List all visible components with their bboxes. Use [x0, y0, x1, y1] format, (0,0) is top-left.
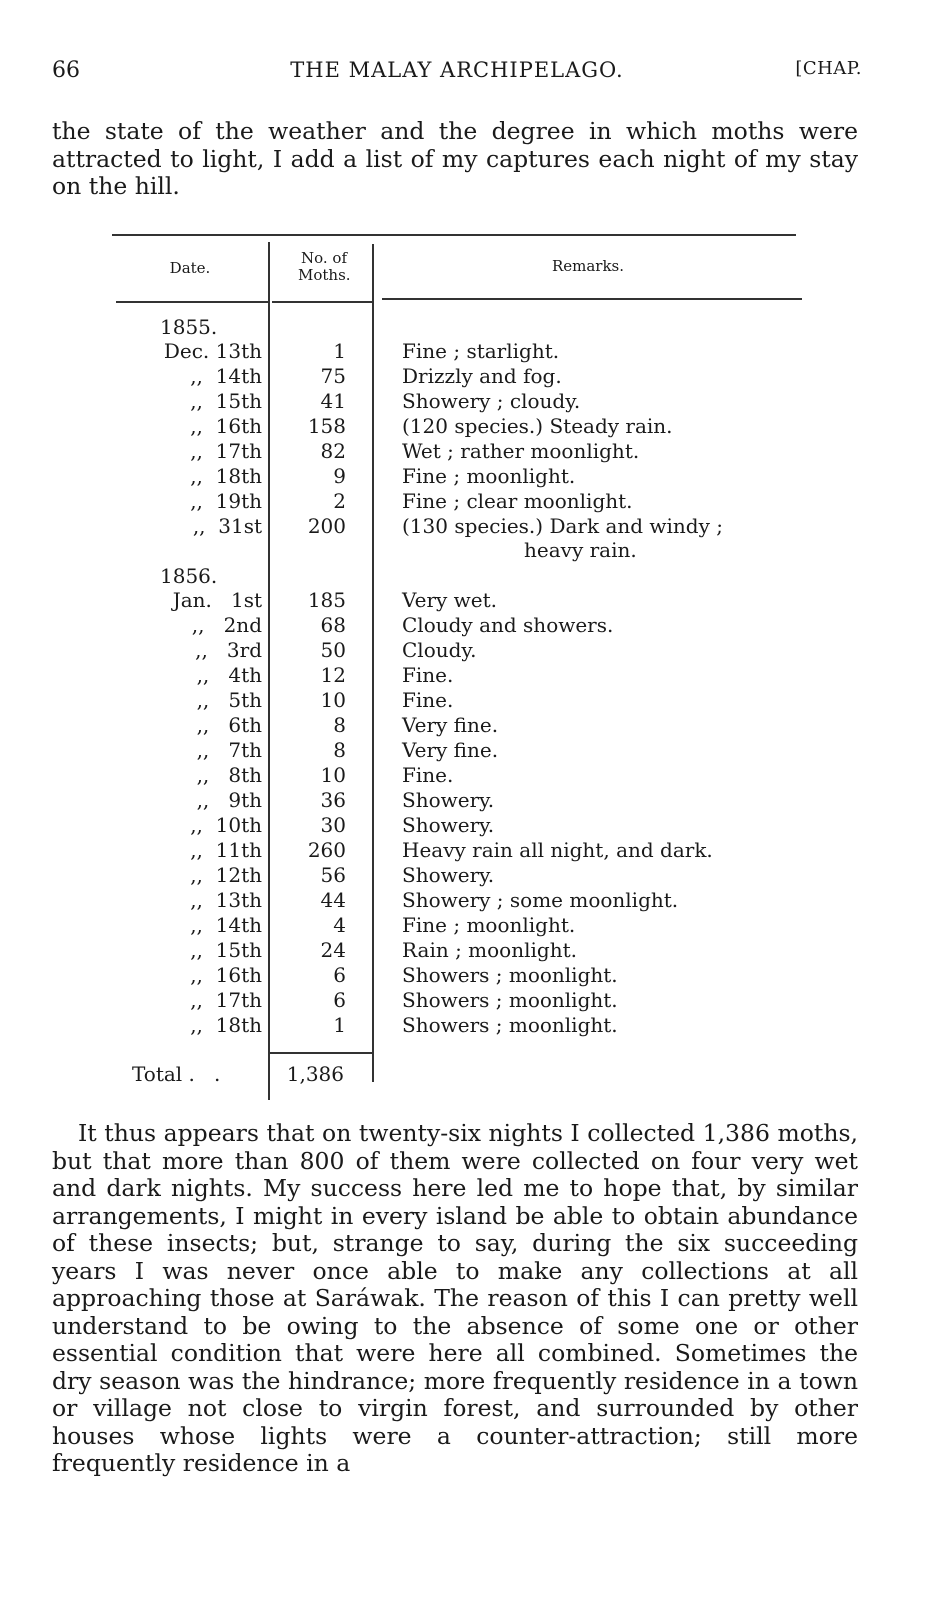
table-row	[112, 414, 802, 439]
table-row	[112, 439, 802, 464]
remarks-cell: Fine.	[402, 763, 454, 787]
remarks-cell: Fine.	[402, 663, 454, 687]
table-row	[112, 963, 802, 988]
table-row	[112, 464, 802, 489]
remarks-cell: Very fine.	[402, 738, 499, 762]
date-cell: ,, 12th	[190, 863, 262, 887]
header-rule-remarks	[382, 298, 802, 300]
total-value: 1,386	[286, 1062, 344, 1086]
date-cell: ,, 2nd	[191, 613, 262, 637]
remarks-cell: (120 species.) Steady rain.	[402, 414, 673, 438]
table-top-rule	[112, 234, 796, 236]
remarks-cell: Fine ; moonlight.	[402, 464, 576, 488]
moths-cell: 50	[320, 638, 346, 662]
remarks-cell: Showery.	[402, 813, 495, 837]
table-row	[112, 863, 802, 888]
moths-cell: 56	[320, 863, 346, 887]
moths-cell: 41	[320, 389, 346, 413]
remarks-cell: Showers ; moonlight.	[402, 988, 618, 1012]
moths-cell: 68	[320, 613, 346, 637]
moths-cell: 24	[320, 938, 346, 962]
remarks-cell: Cloudy and showers.	[402, 613, 614, 637]
date-cell: ,, 11th	[190, 838, 262, 862]
table-row	[112, 713, 802, 738]
intro-paragraph: the state of the weather and the degree in which moths were attracted to light, I add a list of my captures each night of my stay on the hill.	[52, 117, 858, 200]
header-date: Date.	[169, 259, 211, 277]
date-cell: ,, 18th	[190, 1013, 262, 1037]
moths-cell: 185	[307, 588, 346, 612]
moths-cell: 82	[320, 439, 346, 463]
table-row	[112, 364, 802, 389]
table-row	[112, 738, 802, 763]
running-title: THE MALAY ARCHIPELAGO.	[290, 58, 624, 82]
date-cell: ,, 6th	[196, 713, 262, 737]
moths-cell: 36	[320, 788, 346, 812]
remarks-continuation: heavy rain.	[524, 538, 637, 562]
moths-cell: 2	[333, 489, 346, 513]
remarks-cell: Fine ; clear moonlight.	[402, 489, 633, 513]
table-row	[112, 1013, 802, 1038]
moths-cell: 75	[320, 364, 346, 388]
remarks-cell: Showery.	[402, 788, 495, 812]
date-cell: ,, 18th	[190, 464, 262, 488]
remarks-cell: Showers ; moonlight.	[402, 1013, 618, 1037]
date-cell: ,, 15th	[190, 389, 262, 413]
moths-cell: 1	[333, 339, 346, 363]
table-row	[112, 389, 802, 414]
date-cell: ,, 5th	[196, 688, 262, 712]
table-row	[112, 888, 802, 913]
remarks-cell: Very fine.	[402, 713, 499, 737]
date-cell: ,, 15th	[190, 938, 262, 962]
table-row	[112, 663, 802, 688]
date-cell: ,, 4th	[196, 663, 262, 687]
moths-cell: 12	[320, 663, 346, 687]
date-cell: ,, 19th	[190, 489, 262, 513]
date-cell: ,, 7th	[196, 738, 262, 762]
table-row	[112, 838, 802, 863]
remarks-cell: Showers ; moonlight.	[402, 963, 618, 987]
date-cell: ,, 13th	[190, 888, 262, 912]
moths-cell: 260	[307, 838, 346, 862]
total-rule	[270, 1052, 374, 1054]
moths-cell: 158	[307, 414, 346, 438]
remarks-cell: Heavy rain all night, and dark.	[402, 838, 713, 862]
table-row	[112, 489, 802, 514]
table-row	[112, 988, 802, 1013]
table-row	[112, 339, 802, 364]
total-label: Total . .	[132, 1062, 221, 1086]
date-cell: Jan. 1st	[172, 588, 262, 612]
remarks-cell: Fine ; starlight.	[402, 339, 560, 363]
date-cell: ,, 17th	[190, 988, 262, 1012]
date-cell: Dec. 13th	[163, 339, 262, 363]
table-row	[112, 638, 802, 663]
table-row	[112, 813, 802, 838]
table-row	[112, 763, 802, 788]
date-cell: ,, 16th	[190, 414, 262, 438]
table-row	[112, 913, 802, 938]
moths-cell: 30	[320, 813, 346, 837]
date-cell: ,, 9th	[196, 788, 262, 812]
remarks-cell: Showery ; some moonlight.	[402, 888, 679, 912]
remarks-cell: (130 species.) Dark and windy ;	[402, 514, 724, 538]
date-cell: ,, 8th	[196, 763, 262, 787]
remarks-cell: Cloudy.	[402, 638, 477, 662]
moth-captures-table	[112, 226, 802, 1088]
remarks-cell: Showery ; cloudy.	[402, 389, 581, 413]
moths-cell: 10	[320, 763, 346, 787]
date-cell: ,, 3rd	[195, 638, 262, 662]
remarks-cell: Fine.	[402, 688, 454, 712]
date-cell: ,, 14th	[190, 364, 262, 388]
moths-cell: 9	[333, 464, 346, 488]
date-cell: ,, 10th	[190, 813, 262, 837]
page-number: 66	[52, 58, 80, 83]
remarks-cell: Rain ; moonlight.	[402, 938, 577, 962]
year-label-1855: 1855.	[160, 315, 218, 339]
moths-cell: 200	[307, 514, 346, 538]
moths-cell: 1	[333, 1013, 346, 1037]
remarks-cell: Wet ; rather moonlight.	[402, 439, 640, 463]
moths-cell: 6	[333, 963, 346, 987]
moths-cell: 4	[333, 913, 346, 937]
header-moths: No. of Moths.	[298, 249, 351, 284]
header-rule-date	[116, 301, 268, 303]
closing-paragraph: It thus appears that on twenty-six nights I collected 1,386 moths, but that more than 800 of them were collected on four very wet and dark nights. My success here led me to hope that, by similar arrangements, I might in every island be able to obtain abundance of these insects; but, strange to say, during the six succeeding years I was never once able to make any collections at all approaching those at Saráwak. The reason of this I can pretty well understand to be owing to the absence of some one or other essential condition that were here all combined. Sometimes the dry season was the hindrance; more frequently residence in a town or village not close to virgin forest, and surrounded by other houses whose lights were a counter-attraction; still more frequently residence in a	[52, 1119, 858, 1477]
remarks-cell: Fine ; moonlight.	[402, 913, 576, 937]
moths-cell: 8	[333, 738, 346, 762]
header-remarks: Remarks.	[551, 257, 625, 275]
moths-cell: 10	[320, 688, 346, 712]
header-rule-moths	[272, 301, 372, 303]
moths-cell: 8	[333, 713, 346, 737]
date-cell: ,, 16th	[190, 963, 262, 987]
date-cell: ,, 31st	[192, 514, 262, 538]
moths-cell: 6	[333, 988, 346, 1012]
remarks-cell: Showery.	[402, 863, 495, 887]
year-label-1856: 1856.	[160, 564, 218, 588]
chapter-marker: [CHAP.	[795, 58, 862, 79]
table-row	[112, 938, 802, 963]
table-row	[112, 613, 802, 638]
table-row	[112, 688, 802, 713]
table-row	[112, 788, 802, 813]
running-header	[52, 58, 862, 92]
date-cell: ,, 17th	[190, 439, 262, 463]
date-cell: ,, 14th	[190, 913, 262, 937]
moths-cell: 44	[320, 888, 346, 912]
remarks-cell: Very wet.	[402, 588, 498, 612]
remarks-cell: Drizzly and fog.	[402, 364, 562, 388]
table-row	[112, 588, 802, 613]
table-row	[112, 514, 802, 539]
